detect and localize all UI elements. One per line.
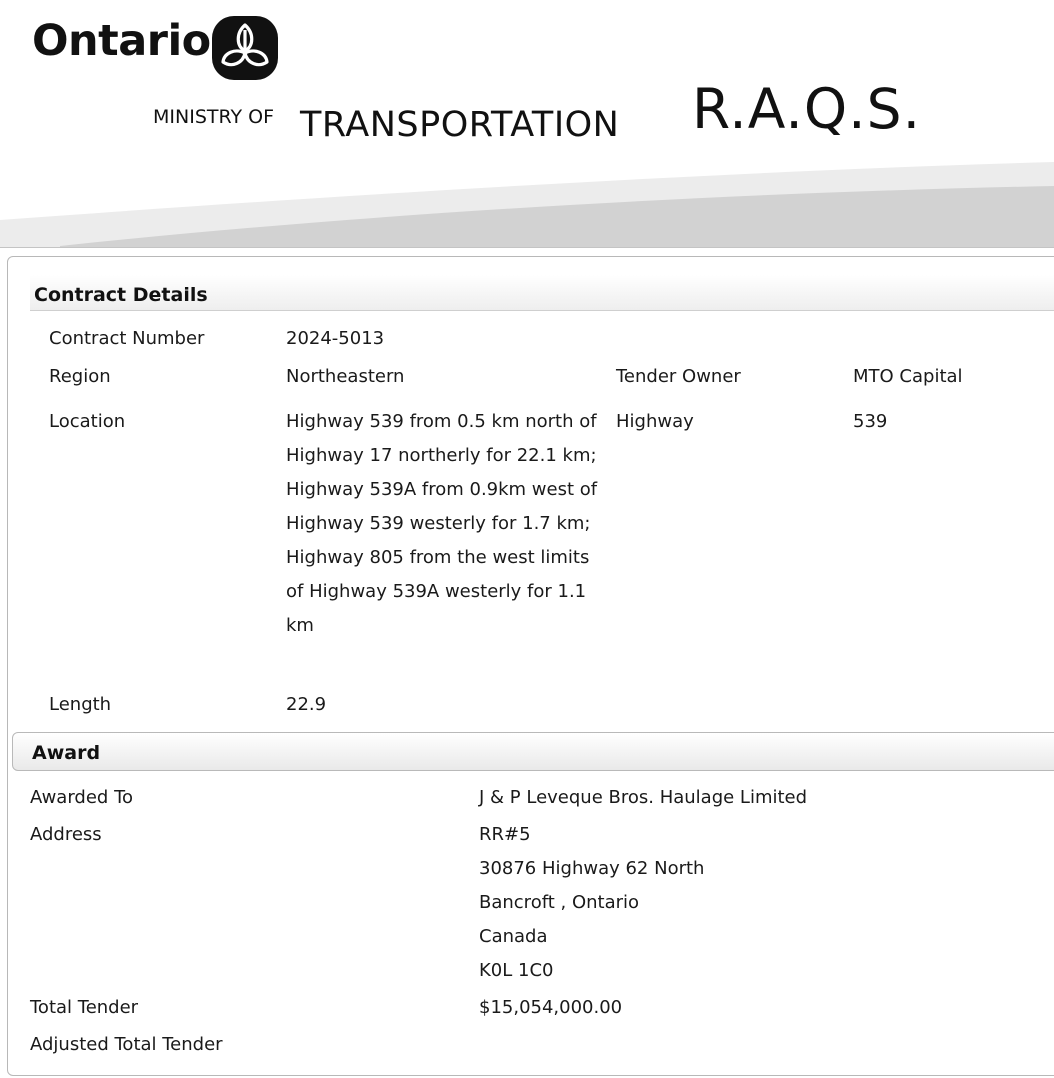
length-label: Length [49, 694, 112, 715]
address-line: K0L 1C0 [479, 960, 554, 981]
address-line: 30876 Highway 62 North [479, 858, 705, 879]
page-header [0, 0, 1054, 248]
highway-value: 539 [853, 411, 888, 432]
total-tender-value: $15,054,000.00 [479, 997, 623, 1018]
header-swoosh [0, 150, 1054, 248]
location-value: Highway 539 from 0.5 km north of Highway 17 northerly for 22.1 km; Highway 539A from 0.9km west of Highway 539 westerly for 1.7 km; Highway 805 from the west limits of Highway 539A westerly for 1.1 km [286, 411, 598, 636]
highway-label: Highway [616, 411, 694, 432]
address-label: Address [30, 824, 102, 845]
location-label: Location [49, 411, 126, 432]
awarded-to-label: Awarded To [30, 787, 134, 808]
total-tender-label: Total Tender [30, 997, 139, 1018]
adjusted-total-tender-label: Adjusted Total Tender [30, 1034, 223, 1055]
length-value: 22.9 [286, 694, 327, 715]
contract-number-value: 2024-5013 [286, 328, 385, 349]
ministry-name: TRANSPORTATION [300, 105, 620, 145]
address-line: RR#5 [479, 824, 531, 845]
ministry-prefix: MINISTRY OF [153, 106, 274, 128]
contract-details-header [30, 275, 1054, 311]
contract-details-title: Contract Details [34, 284, 208, 306]
region-label: Region [49, 366, 111, 387]
ontario-logo-text: Ontario [32, 16, 211, 66]
address-line: Bancroft , Ontario [479, 892, 640, 913]
trillium-icon [212, 16, 278, 80]
region-value: Northeastern [286, 366, 405, 387]
tender-owner-value: MTO Capital [853, 366, 963, 387]
awarded-to-value: J & P Leveque Bros. Haulage Limited [479, 787, 808, 808]
award-header [12, 732, 1054, 771]
app-title: R.A.Q.S. [692, 77, 922, 141]
award-title: Award [32, 742, 101, 764]
tender-owner-label: Tender Owner [616, 366, 741, 387]
address-line: Canada [479, 926, 548, 947]
contract-number-label: Contract Number [49, 328, 205, 349]
